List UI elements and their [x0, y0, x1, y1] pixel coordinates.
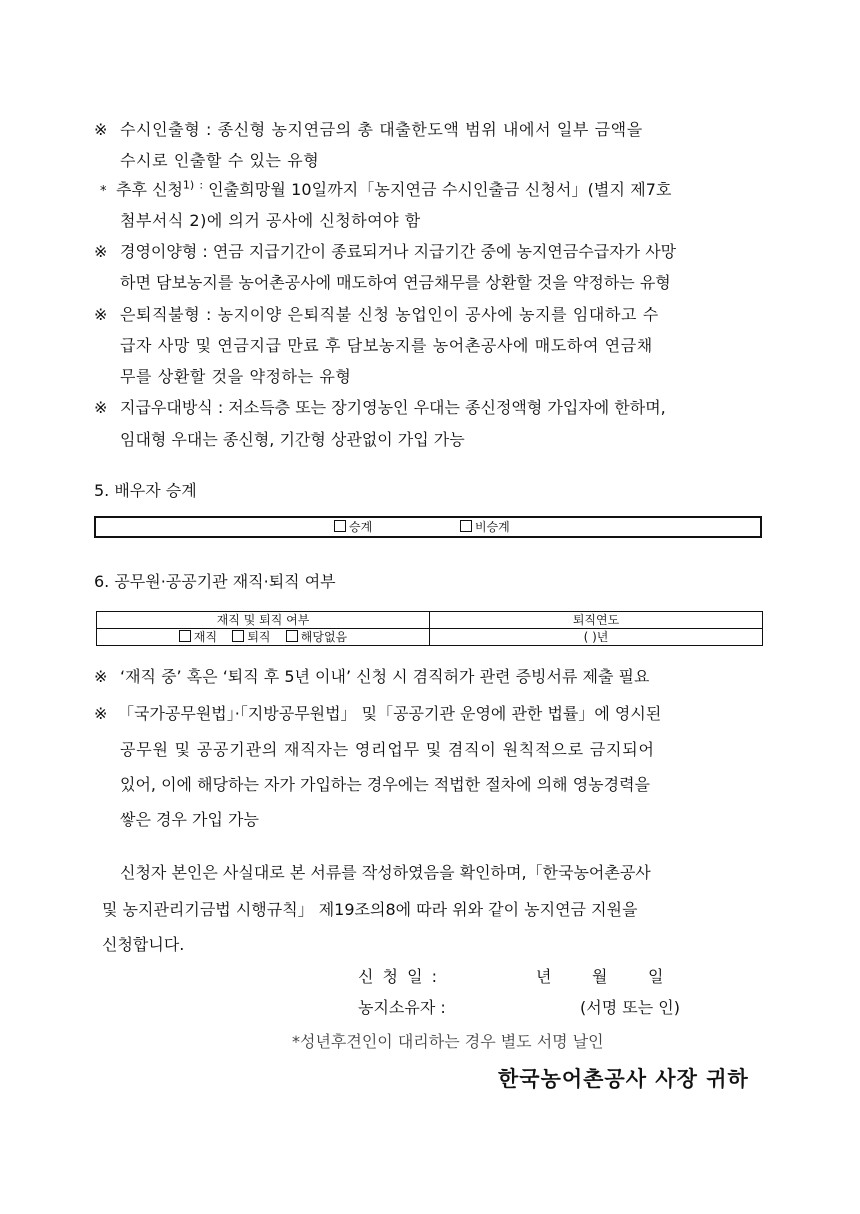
day-label: 일	[648, 967, 664, 986]
note-text: 쌓은 경우 가입 가능	[120, 810, 259, 829]
section-title-spouse-succession: 5. 배우자 승계	[94, 481, 197, 500]
note-mark: ※	[94, 398, 108, 417]
option-not-applicable[interactable]: 해당없음	[286, 630, 347, 644]
option-employed[interactable]: 재직	[179, 630, 217, 644]
note-mark: ※	[94, 704, 108, 723]
note-text: 공무원 및 공공기관의 재직자는 영리업무 및 겸직이 원칙적으로 금지되어	[120, 740, 655, 759]
declaration-text: 신청자 본인은 사실대로 본 서류를 작성하였음을 확인하며,「한국농어촌공사	[120, 863, 651, 882]
addressee: 한국농어촌공사 사장 귀하	[498, 1067, 749, 1091]
spouse-succession-box	[94, 516, 762, 538]
declaration-text: 신청합니다.	[102, 935, 185, 954]
note-mark: ※	[94, 242, 108, 261]
checkbox-icon[interactable]	[334, 520, 346, 532]
declaration-text: 및 농지관리기금법 시행규칙」 제19조의8에 따라 위와 같이 농지연금 지원을	[102, 900, 638, 919]
succession-option[interactable]: 승계	[334, 518, 372, 536]
note-mark: ※	[94, 120, 108, 139]
checkbox-icon[interactable]	[232, 630, 244, 642]
note-text-term: 추후 신청	[116, 180, 183, 199]
note-text: 임대형 우대는 종신형, 기간형 상관없이 가입 가능	[120, 430, 465, 449]
note-text: ‘재직 중’ 혹은 ‘퇴직 후 5년 이내’ 신청 시 겸직허가 관련 증빙서류 제출 필요	[120, 667, 650, 686]
section-title-employment: 6. 공무원·공공기관 재직·퇴직 여부	[94, 572, 336, 591]
note-mark: ※	[94, 305, 108, 324]
note-text-body: 인출희망월 10일까지「농지연금 수시인출금 신청서」(별지 제7호	[208, 180, 672, 199]
note-text: 있어, 이에 해당하는 자가 가입하는 경우에는 적법한 절차에 의해 영농경력을	[120, 775, 650, 794]
note-text: 첨부서식 2)에 의거 공사에 신청하여야 함	[120, 211, 421, 230]
note-text: 급자 사망 및 연금지급 만료 후 담보농지를 농어촌공사에 매도하여 연금채	[120, 336, 653, 355]
guardian-note: *성년후견인이 대리하는 경우 별도 서명 날인	[292, 1032, 604, 1051]
note-text: 경영이양형 : 연금 지급기간이 종료되거나 지급기간 중에 농지연금수급자가 사망	[120, 242, 677, 261]
footnote-ref: 1)	[182, 178, 195, 192]
note-mark: *	[100, 184, 107, 199]
year-label: 년	[536, 967, 552, 986]
table-header: 재직 및 퇴직 여부	[97, 612, 430, 629]
note-mark: ※	[94, 667, 108, 686]
signature-field[interactable]: (서명 또는 인)	[580, 998, 680, 1017]
note-text: 하면 담보농지를 농어촌공사에 매도하여 연금채무를 상환할 것을 약정하는 유형	[120, 273, 671, 292]
note-text: 「국가공무원법」·「지방공무원법」 및「공공기관 운영에 관한 법률」에 영시된	[118, 704, 662, 723]
non-succession-option[interactable]: 비승계	[460, 518, 510, 536]
owner-label: 농지소유자 :	[358, 998, 446, 1017]
month-label: 월	[592, 967, 608, 986]
note-text: 지급우대방식 : 저소득층 또는 장기영농인 우대는 종신정액형 가입자에 한하며,	[120, 398, 666, 417]
option-retired[interactable]: 퇴직	[232, 630, 270, 644]
checkbox-icon[interactable]	[460, 520, 472, 532]
retirement-year-field[interactable]: ( )년	[430, 629, 763, 646]
checkbox-icon[interactable]	[286, 630, 298, 642]
table-header: 퇴직연도	[430, 612, 763, 629]
application-date-label: 신 청 일 :	[358, 967, 440, 986]
note-text: 수시로 인출할 수 있는 유형	[120, 151, 320, 170]
note-text: 무를 상환할 것을 약정하는 유형	[120, 367, 352, 386]
note-separator: :	[199, 178, 204, 192]
note-text	[116, 180, 672, 200]
checkbox-icon[interactable]	[179, 630, 191, 642]
employment-options	[97, 629, 430, 646]
employment-table	[96, 611, 763, 646]
note-text: 은퇴직불형 : 농지이양 은퇴직불 신청 농업인이 공사에 농지를 임대하고 수	[120, 305, 659, 324]
note-text: 수시인출형 : 종신형 농지연금의 총 대출한도액 범위 내에서 일부 금액을	[120, 120, 643, 139]
